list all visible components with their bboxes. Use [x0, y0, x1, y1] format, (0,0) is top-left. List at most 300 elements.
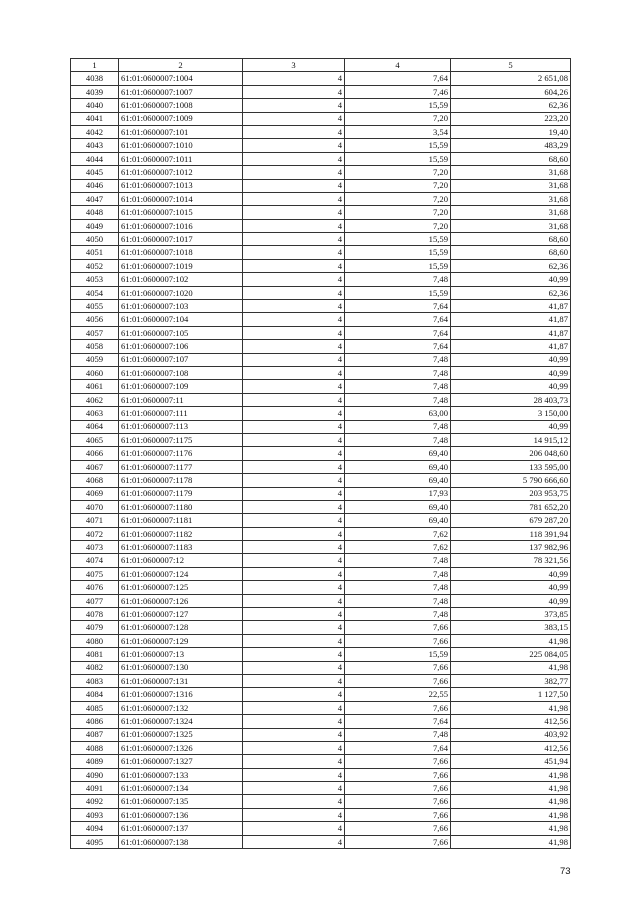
column-4-cell: 3,54	[345, 125, 451, 138]
row-number-cell: 4047	[71, 192, 119, 205]
cadastral-number-cell: 61:01:0600007:1178	[119, 474, 243, 487]
column-3-cell: 4	[243, 527, 345, 540]
cadastral-number-cell: 61:01:0600007:103	[119, 300, 243, 313]
column-3-cell: 4	[243, 715, 345, 728]
column-4-cell: 7,20	[345, 219, 451, 232]
column-4-cell: 7,66	[345, 822, 451, 835]
cadastral-number-cell: 61:01:0600007:1013	[119, 179, 243, 192]
cadastral-number-cell: 61:01:0600007:1176	[119, 447, 243, 460]
column-3-cell: 4	[243, 179, 345, 192]
table-row	[71, 634, 571, 647]
column-3-cell: 4	[243, 648, 345, 661]
column-4-cell: 7,66	[345, 701, 451, 714]
column-3-cell: 4	[243, 608, 345, 621]
column-4-cell: 17,93	[345, 487, 451, 500]
column-5-cell: 5 790 666,60	[451, 474, 571, 487]
row-number-cell: 4069	[71, 487, 119, 500]
column-3-cell: 4	[243, 313, 345, 326]
column-5-cell: 206 048,60	[451, 447, 571, 460]
column-3-cell: 4	[243, 380, 345, 393]
table-row	[71, 72, 571, 85]
column-5-cell: 31,68	[451, 219, 571, 232]
row-number-cell: 4042	[71, 125, 119, 138]
data-table	[70, 58, 571, 849]
table-row	[71, 366, 571, 379]
column-3-cell: 4	[243, 500, 345, 513]
cadastral-number-cell: 61:01:0600007:124	[119, 567, 243, 580]
cadastral-number-cell: 61:01:0600007:1324	[119, 715, 243, 728]
column-5-cell: 223,20	[451, 112, 571, 125]
column-3-cell: 4	[243, 782, 345, 795]
column-3-cell: 4	[243, 674, 345, 687]
table-row	[71, 487, 571, 500]
cadastral-number-cell: 61:01:0600007:109	[119, 380, 243, 393]
column-4-cell: 7,46	[345, 85, 451, 98]
cadastral-number-cell: 61:01:0600007:102	[119, 273, 243, 286]
header-cell-4: 4	[345, 59, 451, 72]
column-3-cell: 4	[243, 152, 345, 165]
table-row	[71, 286, 571, 299]
row-number-cell: 4090	[71, 768, 119, 781]
row-number-cell: 4078	[71, 608, 119, 621]
row-number-cell: 4065	[71, 433, 119, 446]
column-5-cell: 14 915,12	[451, 433, 571, 446]
column-4-cell: 7,48	[345, 420, 451, 433]
column-4-cell: 15,59	[345, 259, 451, 272]
row-number-cell: 4071	[71, 514, 119, 527]
table-row	[71, 782, 571, 795]
column-5-cell: 41,87	[451, 326, 571, 339]
column-4-cell: 7,64	[345, 340, 451, 353]
column-3-cell: 4	[243, 206, 345, 219]
table-row	[71, 514, 571, 527]
column-5-cell: 40,99	[451, 380, 571, 393]
table-row	[71, 326, 571, 339]
cadastral-number-cell: 61:01:0600007:1180	[119, 500, 243, 513]
table-row	[71, 219, 571, 232]
column-3-cell: 4	[243, 139, 345, 152]
column-5-cell: 40,99	[451, 567, 571, 580]
column-4-cell: 7,48	[345, 433, 451, 446]
column-5-cell: 78 321,56	[451, 554, 571, 567]
cadastral-number-cell: 61:01:0600007:1179	[119, 487, 243, 500]
column-4-cell: 7,48	[345, 353, 451, 366]
column-4-cell: 7,48	[345, 567, 451, 580]
column-3-cell: 4	[243, 112, 345, 125]
row-number-cell: 4084	[71, 688, 119, 701]
column-5-cell: 41,98	[451, 701, 571, 714]
row-number-cell: 4074	[71, 554, 119, 567]
row-number-cell: 4091	[71, 782, 119, 795]
table-row	[71, 822, 571, 835]
column-4-cell: 69,40	[345, 447, 451, 460]
table-row	[71, 621, 571, 634]
column-5-cell: 41,87	[451, 300, 571, 313]
column-5-cell: 41,98	[451, 835, 571, 848]
table-row	[71, 420, 571, 433]
column-4-cell: 15,59	[345, 233, 451, 246]
column-3-cell: 4	[243, 487, 345, 500]
column-3-cell: 4	[243, 594, 345, 607]
row-number-cell: 4038	[71, 72, 119, 85]
column-4-cell: 7,48	[345, 554, 451, 567]
table-row	[71, 594, 571, 607]
cadastral-number-cell: 61:01:0600007:105	[119, 326, 243, 339]
row-number-cell: 4092	[71, 795, 119, 808]
column-5-cell: 41,98	[451, 795, 571, 808]
column-5-cell: 40,99	[451, 420, 571, 433]
cadastral-number-cell: 61:01:0600007:1182	[119, 527, 243, 540]
column-5-cell: 41,98	[451, 768, 571, 781]
cadastral-number-cell: 61:01:0600007:1181	[119, 514, 243, 527]
cadastral-number-cell: 61:01:0600007:1183	[119, 541, 243, 554]
column-4-cell: 7,64	[345, 72, 451, 85]
table-row	[71, 407, 571, 420]
table-row	[71, 112, 571, 125]
column-5-cell: 41,98	[451, 634, 571, 647]
row-number-cell: 4055	[71, 300, 119, 313]
table-row	[71, 715, 571, 728]
column-5-cell: 3 150,00	[451, 407, 571, 420]
column-4-cell: 7,20	[345, 112, 451, 125]
row-number-cell: 4076	[71, 581, 119, 594]
column-3-cell: 4	[243, 353, 345, 366]
table-row	[71, 179, 571, 192]
column-5-cell: 28 403,73	[451, 393, 571, 406]
column-3-cell: 4	[243, 541, 345, 554]
column-4-cell: 7,48	[345, 608, 451, 621]
cadastral-number-cell: 61:01:0600007:1017	[119, 233, 243, 246]
column-5-cell: 225 084,05	[451, 648, 571, 661]
cadastral-number-cell: 61:01:0600007:111	[119, 407, 243, 420]
table-row	[71, 808, 571, 821]
row-number-cell: 4048	[71, 206, 119, 219]
column-3-cell: 4	[243, 326, 345, 339]
cadastral-number-cell: 61:01:0600007:132	[119, 701, 243, 714]
column-3-cell: 4	[243, 99, 345, 112]
row-number-cell: 4093	[71, 808, 119, 821]
column-4-cell: 7,66	[345, 835, 451, 848]
row-number-cell: 4053	[71, 273, 119, 286]
column-3-cell: 4	[243, 340, 345, 353]
row-number-cell: 4075	[71, 567, 119, 580]
column-4-cell: 7,66	[345, 755, 451, 768]
row-number-cell: 4088	[71, 741, 119, 754]
column-4-cell: 69,40	[345, 514, 451, 527]
column-5-cell: 41,98	[451, 808, 571, 821]
column-3-cell: 4	[243, 755, 345, 768]
column-5-cell: 68,60	[451, 152, 571, 165]
column-4-cell: 7,48	[345, 366, 451, 379]
column-3-cell: 4	[243, 835, 345, 848]
column-3-cell: 4	[243, 420, 345, 433]
header-cell-1: 1	[71, 59, 119, 72]
cadastral-number-cell: 61:01:0600007:138	[119, 835, 243, 848]
cadastral-number-cell: 61:01:0600007:1325	[119, 728, 243, 741]
cadastral-number-cell: 61:01:0600007:106	[119, 340, 243, 353]
column-5-cell: 41,87	[451, 340, 571, 353]
column-3-cell: 4	[243, 286, 345, 299]
column-5-cell: 40,99	[451, 366, 571, 379]
table-row	[71, 433, 571, 446]
column-3-cell: 4	[243, 808, 345, 821]
column-4-cell: 7,20	[345, 192, 451, 205]
column-5-cell: 483,29	[451, 139, 571, 152]
column-5-cell: 31,68	[451, 206, 571, 219]
column-3-cell: 4	[243, 514, 345, 527]
column-5-cell: 118 391,94	[451, 527, 571, 540]
table-row	[71, 192, 571, 205]
cadastral-number-cell: 61:01:0600007:1316	[119, 688, 243, 701]
column-4-cell: 15,59	[345, 139, 451, 152]
row-number-cell: 4054	[71, 286, 119, 299]
row-number-cell: 4046	[71, 179, 119, 192]
row-number-cell: 4077	[71, 594, 119, 607]
table-row	[71, 447, 571, 460]
column-3-cell: 4	[243, 219, 345, 232]
table-row	[71, 152, 571, 165]
column-4-cell: 7,64	[345, 300, 451, 313]
column-4-cell: 7,66	[345, 782, 451, 795]
row-number-cell: 4081	[71, 648, 119, 661]
row-number-cell: 4045	[71, 166, 119, 179]
column-5-cell: 62,36	[451, 286, 571, 299]
table-row	[71, 99, 571, 112]
column-3-cell: 4	[243, 688, 345, 701]
row-number-cell: 4079	[71, 621, 119, 634]
column-5-cell: 451,94	[451, 755, 571, 768]
column-3-cell: 4	[243, 300, 345, 313]
column-5-cell: 412,56	[451, 715, 571, 728]
column-4-cell: 7,48	[345, 728, 451, 741]
table-row	[71, 393, 571, 406]
row-number-cell: 4064	[71, 420, 119, 433]
table-row	[71, 246, 571, 259]
cadastral-number-cell: 61:01:0600007:1014	[119, 192, 243, 205]
cadastral-number-cell: 61:01:0600007:125	[119, 581, 243, 594]
header-cell-3: 3	[243, 59, 345, 72]
row-number-cell: 4062	[71, 393, 119, 406]
row-number-cell: 4094	[71, 822, 119, 835]
column-4-cell: 7,48	[345, 273, 451, 286]
column-4-cell: 7,48	[345, 594, 451, 607]
column-5-cell: 40,99	[451, 273, 571, 286]
row-number-cell: 4058	[71, 340, 119, 353]
row-number-cell: 4043	[71, 139, 119, 152]
table-row	[71, 233, 571, 246]
column-5-cell: 412,56	[451, 741, 571, 754]
cadastral-number-cell: 61:01:0600007:1008	[119, 99, 243, 112]
column-3-cell: 4	[243, 728, 345, 741]
cadastral-number-cell: 61:01:0600007:11	[119, 393, 243, 406]
column-3-cell: 4	[243, 447, 345, 460]
column-5-cell: 40,99	[451, 581, 571, 594]
column-5-cell: 41,87	[451, 313, 571, 326]
cadastral-number-cell: 61:01:0600007:1004	[119, 72, 243, 85]
column-5-cell: 133 595,00	[451, 460, 571, 473]
column-4-cell: 22,55	[345, 688, 451, 701]
cadastral-number-cell: 61:01:0600007:128	[119, 621, 243, 634]
column-5-cell: 31,68	[451, 179, 571, 192]
column-3-cell: 4	[243, 366, 345, 379]
column-5-cell: 62,36	[451, 259, 571, 272]
table-row	[71, 755, 571, 768]
header-cell-5: 5	[451, 59, 571, 72]
row-number-cell: 4087	[71, 728, 119, 741]
column-3-cell: 4	[243, 233, 345, 246]
column-4-cell: 7,64	[345, 313, 451, 326]
cadastral-number-cell: 61:01:0600007:129	[119, 634, 243, 647]
column-5-cell: 62,36	[451, 99, 571, 112]
cadastral-number-cell: 61:01:0600007:101	[119, 125, 243, 138]
cadastral-number-cell: 61:01:0600007:13	[119, 648, 243, 661]
table-body	[71, 72, 571, 849]
column-4-cell: 7,64	[345, 326, 451, 339]
column-4-cell: 7,20	[345, 179, 451, 192]
cadastral-number-cell: 61:01:0600007:1327	[119, 755, 243, 768]
column-3-cell: 4	[243, 661, 345, 674]
column-5-cell: 68,60	[451, 246, 571, 259]
table-row	[71, 648, 571, 661]
cadastral-number-cell: 61:01:0600007:134	[119, 782, 243, 795]
cadastral-number-cell: 61:01:0600007:12	[119, 554, 243, 567]
column-5-cell: 781 652,20	[451, 500, 571, 513]
column-4-cell: 7,48	[345, 581, 451, 594]
table-row	[71, 313, 571, 326]
table-row	[71, 741, 571, 754]
table-row	[71, 85, 571, 98]
table-row	[71, 500, 571, 513]
table-row	[71, 567, 571, 580]
cadastral-number-cell: 61:01:0600007:1020	[119, 286, 243, 299]
column-4-cell: 7,66	[345, 661, 451, 674]
table-row	[71, 527, 571, 540]
column-4-cell: 69,40	[345, 500, 451, 513]
table-row	[71, 701, 571, 714]
cadastral-number-cell: 61:01:0600007:1016	[119, 219, 243, 232]
row-number-cell: 4060	[71, 366, 119, 379]
table-row	[71, 340, 571, 353]
column-5-cell: 40,99	[451, 594, 571, 607]
cadastral-number-cell: 61:01:0600007:107	[119, 353, 243, 366]
table-row	[71, 353, 571, 366]
cadastral-number-cell: 61:01:0600007:1009	[119, 112, 243, 125]
row-number-cell: 4089	[71, 755, 119, 768]
row-number-cell: 4061	[71, 380, 119, 393]
column-3-cell: 4	[243, 246, 345, 259]
column-5-cell: 373,85	[451, 608, 571, 621]
column-4-cell: 7,62	[345, 541, 451, 554]
row-number-cell: 4068	[71, 474, 119, 487]
cadastral-number-cell: 61:01:0600007:137	[119, 822, 243, 835]
column-4-cell: 69,40	[345, 460, 451, 473]
column-4-cell: 7,48	[345, 380, 451, 393]
column-4-cell: 7,66	[345, 795, 451, 808]
table-row	[71, 125, 571, 138]
page-number: 73	[560, 866, 571, 877]
column-3-cell: 4	[243, 460, 345, 473]
cadastral-number-cell: 61:01:0600007:1010	[119, 139, 243, 152]
column-4-cell: 15,59	[345, 99, 451, 112]
table-row	[71, 688, 571, 701]
cadastral-number-cell: 61:01:0600007:1019	[119, 259, 243, 272]
cadastral-number-cell: 61:01:0600007:1326	[119, 741, 243, 754]
column-3-cell: 4	[243, 795, 345, 808]
row-number-cell: 4095	[71, 835, 119, 848]
cadastral-number-cell: 61:01:0600007:131	[119, 674, 243, 687]
table-row	[71, 554, 571, 567]
row-number-cell: 4056	[71, 313, 119, 326]
row-number-cell: 4073	[71, 541, 119, 554]
column-5-cell: 31,68	[451, 166, 571, 179]
column-5-cell: 383,15	[451, 621, 571, 634]
column-5-cell: 2 651,08	[451, 72, 571, 85]
column-4-cell: 7,66	[345, 634, 451, 647]
column-4-cell: 7,66	[345, 621, 451, 634]
cadastral-number-cell: 61:01:0600007:127	[119, 608, 243, 621]
cadastral-number-cell: 61:01:0600007:1012	[119, 166, 243, 179]
row-number-cell: 4040	[71, 99, 119, 112]
table-row	[71, 259, 571, 272]
cadastral-number-cell: 61:01:0600007:113	[119, 420, 243, 433]
table-row	[71, 474, 571, 487]
cadastral-number-cell: 61:01:0600007:1007	[119, 85, 243, 98]
column-4-cell: 15,59	[345, 648, 451, 661]
table-row	[71, 273, 571, 286]
row-number-cell: 4086	[71, 715, 119, 728]
column-5-cell: 137 982,96	[451, 541, 571, 554]
cadastral-number-cell: 61:01:0600007:133	[119, 768, 243, 781]
column-3-cell: 4	[243, 433, 345, 446]
column-3-cell: 4	[243, 393, 345, 406]
column-4-cell: 7,20	[345, 166, 451, 179]
table-row	[71, 541, 571, 554]
column-5-cell: 40,99	[451, 353, 571, 366]
column-3-cell: 4	[243, 822, 345, 835]
cadastral-number-cell: 61:01:0600007:126	[119, 594, 243, 607]
column-5-cell: 382,77	[451, 674, 571, 687]
row-number-cell: 4044	[71, 152, 119, 165]
table-header	[71, 59, 571, 72]
table-row	[71, 768, 571, 781]
column-4-cell: 7,62	[345, 527, 451, 540]
column-4-cell: 15,59	[345, 246, 451, 259]
row-number-cell: 4057	[71, 326, 119, 339]
column-5-cell: 1 127,50	[451, 688, 571, 701]
table-row	[71, 608, 571, 621]
column-4-cell: 7,66	[345, 768, 451, 781]
column-3-cell: 4	[243, 273, 345, 286]
row-number-cell: 4059	[71, 353, 119, 366]
column-4-cell: 7,48	[345, 393, 451, 406]
row-number-cell: 4067	[71, 460, 119, 473]
column-5-cell: 41,98	[451, 661, 571, 674]
column-5-cell: 403,92	[451, 728, 571, 741]
column-4-cell: 7,20	[345, 206, 451, 219]
column-4-cell: 15,59	[345, 152, 451, 165]
column-4-cell: 7,64	[345, 715, 451, 728]
cadastral-number-cell: 61:01:0600007:1175	[119, 433, 243, 446]
column-3-cell: 4	[243, 634, 345, 647]
table-row	[71, 661, 571, 674]
cadastral-number-cell: 61:01:0600007:104	[119, 313, 243, 326]
row-number-cell: 4050	[71, 233, 119, 246]
row-number-cell: 4039	[71, 85, 119, 98]
column-4-cell: 7,66	[345, 674, 451, 687]
column-3-cell: 4	[243, 741, 345, 754]
column-5-cell: 604,26	[451, 85, 571, 98]
column-4-cell: 63,00	[345, 407, 451, 420]
